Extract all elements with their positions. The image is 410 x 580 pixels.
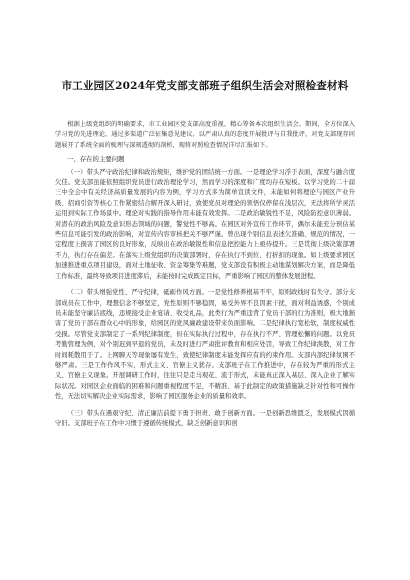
point-paragraph — [55, 168, 355, 282]
point-block-1 — [55, 168, 355, 282]
point-paragraph — [55, 288, 355, 402]
point-text: 一是党性修养根基不牢，原则政线时有失守。部分支部成员在工作中，理想信念不够坚定，党性原则不够稳固，易受外界不良因素干扰，面对利益诱惑，个别成员未能坚守廉洁底线，违规接受企业宴请、收受礼品，此类行为严重违背了党员干部的行为准则，极大地损害了党员干部在群众心中的形象，给园区的党风廉政建设带来负面影响。二是纪律执行宽松软，制度权威性受损。尽管党支部制定了一系列纪律制度，但在实际执行过程中，存在执行不严、管理松懈的问题。以党员考勤管理为例，对个别迟到早退的党员，未及时进行严肃批评教育和相应处罚，导致工作纪律涣散，对工作时间耗散用于了。上网聊天等现象屡有发生，致使纪律制度未能发挥应有的约束作用。支部内部纪律氛围不够严肃。三是工作作风不实，形式主义、官僚主义犹存。支部班子在工作推进中，存在较为严重的形式主义、官僚主义现象。开展调研工作时，往往只是走马观花、流于形式，未能真正深入基层、深入企业了解实际状况。对园区企业面临的困难和问题重视程度不足，不精准、基于此制定的政策措施缺乏针对性和可操作性，无法切实解决企业实际需求，影响了园区服务企业的质量和效率。 — [55, 289, 356, 401]
point-paragraph — [55, 409, 355, 430]
point-heading: （一）带头严守政治纪律和政治规矩，维护党的团结统一方面。 — [67, 168, 247, 176]
point-text: 一是创新思维匮乏，发展模式因循守旧。支部班子在工作中习惯于遵循传统模式，缺乏创新意识和创 — [55, 409, 356, 427]
document-body — [55, 120, 355, 429]
point-block-3 — [55, 409, 355, 430]
intro-paragraph: 根据上级党组织的明确要求，市工业园区党支部高度重视、精心筹备本次组织生活会。期间，全方位深入学习党的先进理论，通过多渠道广泛征集意见建议，以严肃认真的态度开展批评与自我批评，对党支部现存问题展开了系统全面的梳理与深刻透彻的剖析，现将对照检查情况详尽汇报如下。 — [55, 121, 355, 149]
point-block-2 — [55, 288, 355, 402]
document-title: 市工业园区2024年党支部支部班子组织生活会对照检查材料 — [61, 80, 349, 92]
point-heading: （二）带头增强党性、严守纪律，砥砺作风方面。 — [67, 289, 209, 297]
section-heading: 一、存在的主要问题 — [67, 155, 125, 164]
point-text: 一是理论学习浮于表面，深度与融合度欠佳。党支部虽能依照组织党员进行政治理论学习，然而学习的深度和广度均存在短板。以学习党的二十届三中全会中有关经济高质量发展的内容为例，学习方式多为简单宣读文件，未能如何将理论与园区产业升级、招商引资等核心工作紧密结合解开深入研讨，致使党员对理论的领悟仅停留在浅层次，无法将所学灵活运用到实际工作场景中。理论对实践的指导作用未能有效发挥。二是政治敏锐性不足，风险防控意识薄弱。对潜在的政治风险及意识形态领域的问题，警觉性不够高。在园区对外宣传工作环节，偶尔未能充分预估某些信息可能引发的政治影响，对宣传内容审核把关不够严谨。曾出现个别信息表述欠准确、规范的情况，一定程度上损害了园区的良好形象，反映出在政治敏锐性和信息把控能力上亟待提升。三是贯彻上级决策部署不力，执行存在偏差。在落实上级党组织的决策部署时，存在执行不到位、打折扣的现象。如上级要求园区加速推进重点项目建设，面对土地征收、资金筹集等难题，党支部没有积极主动地谋划解决方案，而是降低工作标准，最终导致项目进度滞后，未能按时完成既定目标，严重影响了园区的整体发展进程。 — [55, 168, 356, 280]
point-heading: （三）带头在遇艰守纪、清正廉洁前提下勇于担责、敢于创新方面。 — [67, 409, 260, 417]
